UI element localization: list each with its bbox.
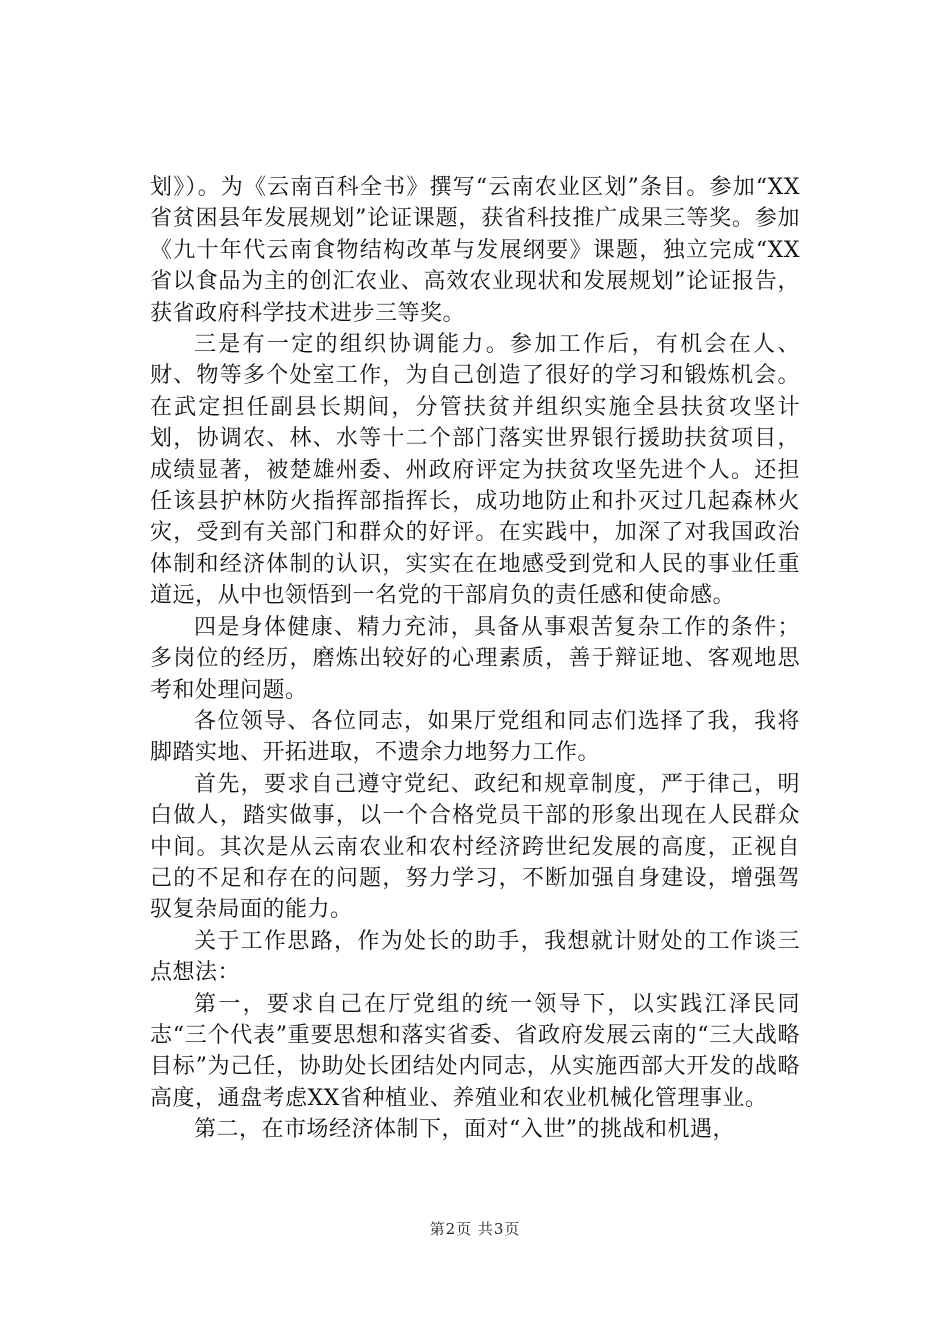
paragraph: 三是有一定的组织协调能力。参加工作后，有机会在人、财、物等多个处室工作，为自己创造了很好的学习和锻炼机会。在武定担任副县长期间，分管扶贫并组织实施全县扶贫攻坚计划，协调农、林、水等十二个部门落实世界银行援助扶贫项目，成绩显著，被楚雄州委、州政府评定为扶贫攻坚先进个人。还担任该县护林防火指挥部指挥长，成功地防止和扑灭过几起森林火灾，受到有关部门和群众的好评。在实践中，加深了对我国政治体制和经济体制的认识，实实在在地感受到党和人民的事业任重道远，从中也领悟到一名党的干部肩负的责任感和使命感。 — [150, 332, 800, 609]
paragraph: 各位领导、各位同志，如果厅党组和同志们选择了我，我将脚踏实地、开拓进取，不遗余力地努力工作。 — [150, 708, 800, 766]
paragraph: 四是身体健康、精力充沛，具备从事艰苦复杂工作的条件；多岗位的经历，磨炼出较好的心理素质，善于辩证地、客观地思考和处理问题。 — [150, 614, 800, 703]
paragraph: 第二，在市场经济体制下，面对“入世”的挑战和机遇， — [194, 1117, 735, 1143]
page-number-footer: 第2页 共3页 — [429, 1220, 521, 1238]
paragraph: 关于工作思路，作为处长的助手，我想就计财处的工作谈三点想法： — [150, 928, 800, 986]
paragraph: 首先，要求自己遵守党纪、政纪和规章制度，严于律己，明白做人，踏实做事，以一个合格党员干部的形象出现在人民群众中间。其次是从云南农业和农村经济跨世纪发展的高度，正视自己的不足和存在的问题，努力学习，不断加强自身建设，增强驾驭复杂局面的能力。 — [150, 771, 800, 923]
paragraph: 第一，要求自己在厅党组的统一领导下，以实践江泽民同志“三个代表”重要思想和落实省委、省政府发展云南的“三大战略目标”为己任，协助处长团结处内同志，从实施西部大开发的战略高度，通盘考虑XX省种植业、养殖业和农业机械化管理事业。 — [150, 991, 800, 1111]
paragraph: 划》）。为《云南百科全书》撰写“云南农业区划”条目。参加“XX省贫困县年发展规划”论证课题，获省科技推广成果三等奖。参加《九十年代云南食物结构改革与发展纲要》课题，独立完成“XX省以食品为主的创汇农业、高效农业现状和发展规划”论证报告，获省政府科学技术进步三等奖。 — [150, 175, 800, 326]
document-body — [150, 172, 800, 1146]
